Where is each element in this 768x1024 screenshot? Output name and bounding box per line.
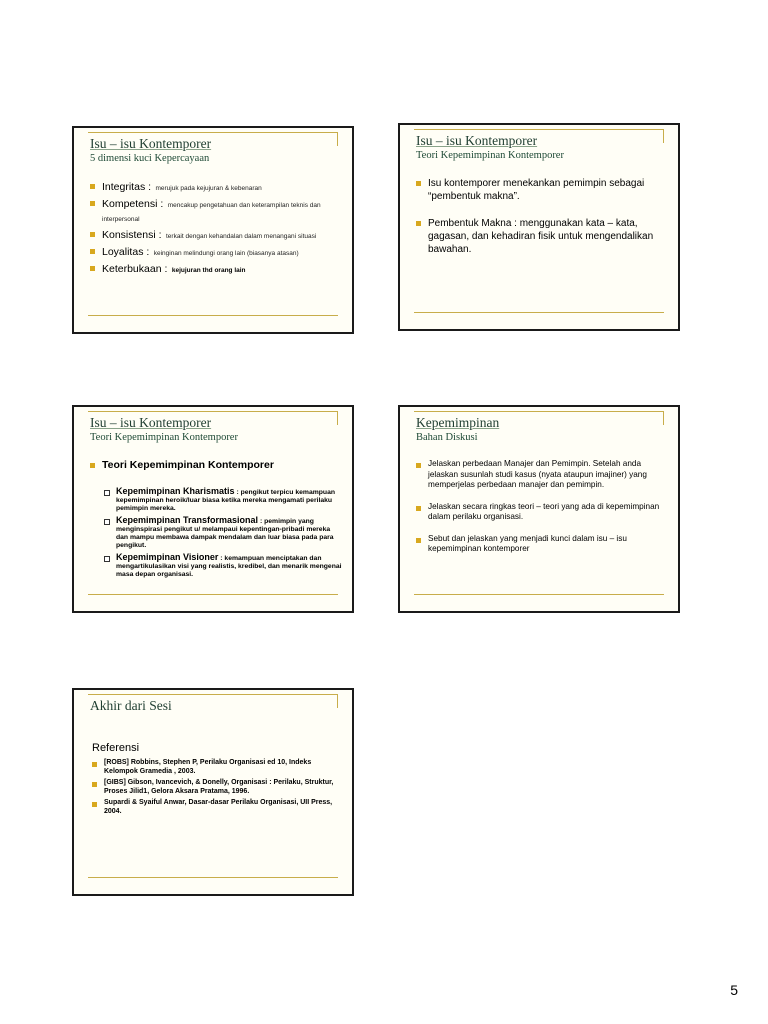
sub-list-item	[104, 553, 342, 579]
item-text: Teori Kepemimpinan Kontemporer	[102, 459, 274, 471]
slide-top-rule	[414, 129, 664, 130]
item-text: [GIBS] Gibson, Ivancevich, & Donelly, Organisasi : Perilaku, Struktur, Proses Jilid1, Gelora Aksara Pratama, 1996.	[104, 779, 334, 795]
list-item	[90, 245, 342, 259]
item-desc: : pemimpin yang menginspirasi pengikut u/ melampaui kepentingan-pribadi mereka dan mampu membawa dampak mendalam dan luar biasa pada para pengikut.	[116, 518, 334, 549]
square-bullet-icon	[92, 802, 97, 807]
slide-subtitle: 5 dimensi kuci Kepercayaan	[90, 153, 210, 164]
slide-subtitle: Teori Kepemimpinan Kontemporer	[90, 432, 238, 443]
slide-title: Isu – isu Kontemporer	[90, 136, 212, 151]
item-term: Integritas :	[102, 181, 152, 193]
list-item	[90, 197, 342, 225]
square-bullet-icon	[92, 762, 97, 767]
list-item	[90, 180, 342, 194]
slide-corner-rule	[663, 411, 664, 425]
slide-corner-rule	[337, 694, 338, 708]
hollow-square-bullet-icon	[104, 519, 110, 525]
slide-bottom-rule	[88, 594, 338, 595]
item-term: Kepemimpinan Transformasional	[116, 515, 259, 525]
reference-item	[92, 798, 342, 816]
item-term: Kepemimpinan Visioner	[116, 552, 219, 562]
slide-subtitle: Teori Kepemimpinan Kontemporer	[416, 150, 564, 161]
list-item	[90, 262, 342, 276]
slide-subtitle: Bahan Diskusi	[416, 432, 478, 443]
slide-top-rule	[88, 411, 338, 412]
slide-bahan-diskusi	[398, 405, 680, 613]
bullet-list	[90, 459, 342, 471]
square-bullet-icon	[416, 506, 421, 511]
slide-corner-rule	[337, 411, 338, 425]
square-bullet-icon	[416, 463, 421, 468]
list-item	[90, 228, 342, 242]
slide-bottom-rule	[414, 312, 664, 313]
reference-item	[92, 778, 342, 796]
list-item	[416, 534, 668, 555]
item-text: Jelaskan perbedaan Manajer dan Pemimpin. Setelah anda jelaskan susunlah studi kasus (nyata ataupun imajiner) yang memperjelas perbedaan manajer dan pemimpin.	[428, 459, 647, 489]
square-bullet-icon	[92, 782, 97, 787]
square-bullet-icon	[90, 266, 95, 271]
item-text: Jelaskan secara ringkas teori – teori yang ada di kepemimpinan dalam perilaku organisasi.	[428, 501, 660, 521]
sub-bullet-list	[104, 487, 342, 582]
bullet-list	[90, 180, 342, 279]
list-item	[416, 502, 668, 523]
hollow-square-bullet-icon	[104, 490, 110, 496]
item-text: Supardi & Syaiful Anwar, Dasar-dasar Perilaku Organisasi, UII Press, 2004.	[104, 799, 333, 815]
slide-teori-kepemimpinan	[72, 405, 354, 613]
square-bullet-icon	[416, 221, 421, 226]
bullet-list	[416, 459, 668, 566]
item-term: Kepemimpinan Kharismatis	[116, 486, 235, 496]
list-item	[416, 177, 668, 203]
square-bullet-icon	[90, 249, 95, 254]
item-text: [ROBS] Robbins, Stephen P, Perilaku Organisasi ed 10, Indeks Kelompok Gramedia , 2003.	[104, 759, 312, 775]
slide-title: Kepemimpinan	[416, 415, 500, 430]
slide-title: Isu – isu Kontemporer	[416, 133, 538, 148]
item-text: Sebut dan jelaskan yang menjadi kunci dalam isu – isu kepemimpinan kontemporer	[428, 533, 627, 553]
slide-corner-rule	[337, 132, 338, 146]
item-desc: : pengikut terpicu kemampuan kepemimpinan heroik/luar biasa ketika mereka mengamati perilaku pemimpin mereka.	[116, 489, 336, 512]
slide-pembentuk-makna	[398, 123, 680, 331]
item-term: Konsistensi :	[102, 229, 162, 241]
square-bullet-icon	[90, 232, 95, 237]
item-desc: kejujuran thd orang lain	[171, 267, 246, 274]
slide-title: Isu – isu Kontemporer	[90, 415, 212, 430]
page-number: 5	[730, 982, 738, 998]
slide-bottom-rule	[414, 594, 664, 595]
item-desc: keinginan melindungi orang lain (biasanya atasan)	[153, 250, 299, 257]
slide-top-rule	[414, 411, 664, 412]
square-bullet-icon	[90, 184, 95, 189]
item-text: Pembentuk Makna : menggunakan kata – kata, gagasan, dan kehadiran fisik untuk mengendalikan bawahan.	[428, 218, 654, 255]
slide-top-rule	[88, 694, 338, 695]
slide-bottom-rule	[88, 315, 338, 316]
list-item	[416, 217, 668, 256]
list-item	[90, 459, 342, 471]
item-desc: merujuk pada kejujuran & kebenaran	[155, 185, 262, 192]
list-item	[416, 459, 668, 491]
sub-list-item	[104, 487, 342, 513]
slide-title: Akhir dari Sesi	[90, 698, 172, 713]
slide-corner-rule	[663, 129, 664, 143]
references-label: Referensi	[92, 742, 140, 754]
item-desc: : kemampuan menciptakan dan mengartikulasikan visi yang realistis, kredibel, dan menarik mengenai masa depan organisasi.	[116, 555, 342, 578]
item-text: Isu kontemporer menekankan pemimpin sebagai “pembentuk makna”.	[428, 178, 645, 202]
slide-akhir-sesi	[72, 688, 354, 896]
item-term: Kompetensi :	[102, 198, 164, 210]
hollow-square-bullet-icon	[104, 556, 110, 562]
square-bullet-icon	[416, 538, 421, 543]
sub-list-item	[104, 516, 342, 550]
bullet-list	[416, 177, 668, 270]
item-desc: terkait dengan kehandalan dalam menangani situasi	[165, 233, 317, 240]
item-term: Loyalitas :	[102, 246, 150, 258]
reference-item	[92, 758, 342, 776]
slide-dimensi-kepercayaan	[72, 126, 354, 334]
slide-top-rule	[88, 132, 338, 133]
square-bullet-icon	[90, 201, 95, 206]
item-term: Keterbukaan :	[102, 263, 168, 275]
item-desc: mencakup pengetahuan dan keterampilan teknis dan interpersonal	[102, 202, 321, 223]
slide-bottom-rule	[88, 877, 338, 878]
reference-list	[92, 758, 342, 818]
square-bullet-icon	[90, 463, 95, 468]
square-bullet-icon	[416, 181, 421, 186]
